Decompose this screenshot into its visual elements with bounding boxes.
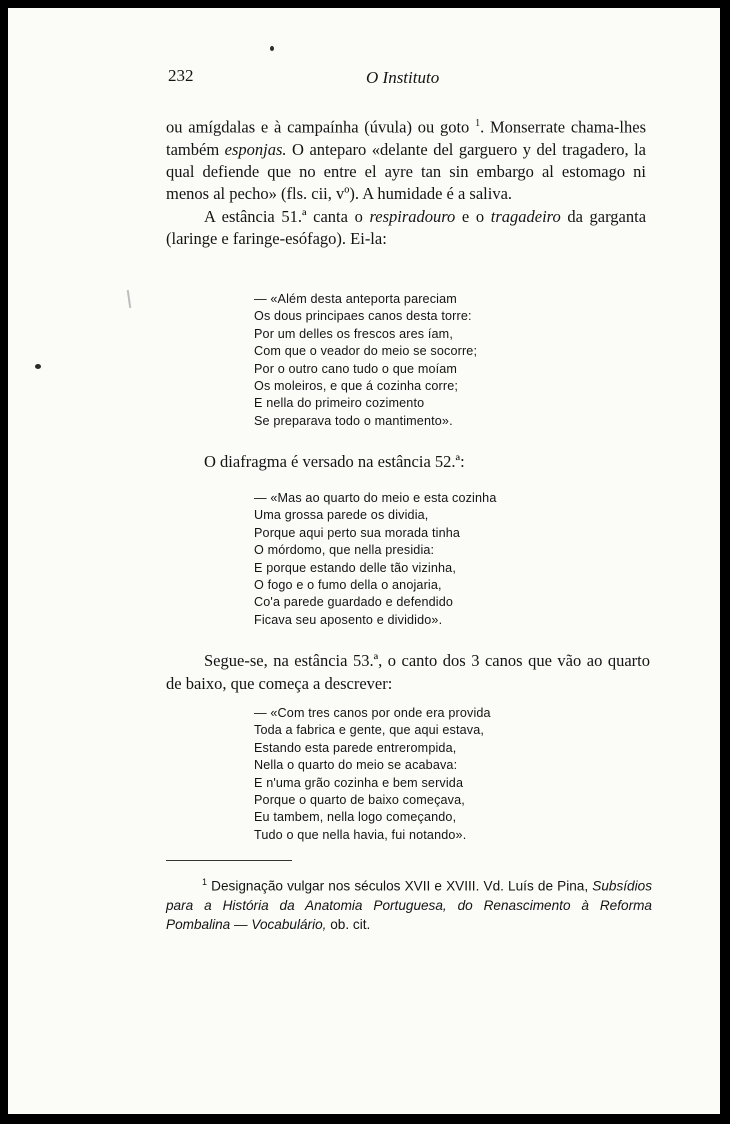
paragraph: ou amígdalas e à campaínha (úvula) ou goto $^1$. Monserrate chama-lhes também esponjas. O anteparo «delante del garguero y del tragadero, la qual defiende que no entre el ayre tan sin embargo al estomago ni menos al pecho» (fls. cii, vº). A humidade é a saliva. bbox=[166, 117, 646, 204]
book-page bbox=[8, 8, 720, 1114]
page-number: 232 bbox=[168, 66, 194, 85]
verse-line: Ficava seu aposento e dividido». bbox=[254, 612, 443, 627]
prose-block bbox=[166, 650, 650, 695]
prose-block bbox=[166, 113, 646, 250]
ink-spot bbox=[270, 46, 274, 51]
footnote-divider bbox=[166, 860, 292, 861]
footnote bbox=[166, 873, 652, 934]
verse-line: E n'uma grão cozinha e bem servida bbox=[254, 775, 464, 790]
verse-line: Por o outro cano tudo o que moíam bbox=[254, 361, 458, 376]
verse-line: Estando esta parede entrerompida, bbox=[254, 740, 457, 755]
verse-line: Porque o quarto de baixo começava, bbox=[254, 793, 465, 808]
verse-line: Com que o veador do meio se socorre; bbox=[254, 344, 478, 359]
verse-line: — «Além desta anteporta pareciam bbox=[254, 292, 457, 306]
verse-line: Toda a fabrica e gente, que aqui estava, bbox=[254, 723, 485, 738]
prose-line: O diafragma é versado na estância 52.ª: bbox=[204, 452, 465, 471]
verse-stanza bbox=[254, 705, 491, 844]
verse-stanza bbox=[254, 291, 477, 430]
verse-line: Uma grossa parede os dividia, bbox=[254, 508, 429, 523]
footnote-text: $^1$ Designação vulgar nos séculos XVII e XVIII. Vd. Luís de Pina, Subsídios para a História da Anatomia Portuguesa, do Renascimento à Reforma Pombalina — Vocabulário, ob. cit. bbox=[166, 877, 652, 932]
verse-line: Tudo o que nella havia, fui notando». bbox=[254, 827, 467, 842]
verse-stanza bbox=[254, 490, 496, 629]
scratch-mark bbox=[127, 290, 131, 308]
paragraph: A estância 51.ª canta o respiradouro e o tragadeiro da garganta (laringe e faringe-esófago). Ei-la: bbox=[166, 206, 647, 248]
verse-line: E nella do primeiro cozimento bbox=[254, 396, 425, 411]
verse-line: Os moleiros, e que á cozinha corre; bbox=[254, 379, 459, 394]
ink-spot bbox=[35, 364, 41, 369]
verse-line: Os dous principaes canos desta torre: bbox=[254, 309, 472, 324]
verse-line: Por um delles os frescos ares íam, bbox=[254, 326, 453, 341]
verse-line: Nella o quarto do meio se acabava: bbox=[254, 758, 458, 773]
footnote-ref: 1 bbox=[475, 118, 481, 129]
verse-line: Co'a parede guardado e defendido bbox=[254, 595, 454, 610]
paragraph: Segue-se, na estância 53.ª, o canto dos 3 canos que vão ao quarto de baixo, que começa a descrever: bbox=[166, 651, 650, 693]
verse-line: Porque aqui perto sua morada tinha bbox=[254, 525, 461, 540]
verse-line: O fogo e o fumo della o anojaria, bbox=[254, 578, 442, 593]
verse-line: O mórdomo, que nella presidia: bbox=[254, 543, 435, 558]
verse-line: Eu tambem, nella logo começando, bbox=[254, 810, 457, 825]
verse-line: E porque estando delle tão vizinha, bbox=[254, 560, 456, 575]
verse-line: — «Mas ao quarto do meio e esta cozinha bbox=[254, 491, 497, 505]
verse-line: Se preparava todo o mantimento». bbox=[254, 413, 453, 428]
running-title: O Instituto bbox=[366, 68, 440, 87]
verse-line: — «Com tres canos por onde era provida bbox=[254, 706, 491, 720]
footnote-marker: 1 bbox=[202, 877, 208, 887]
